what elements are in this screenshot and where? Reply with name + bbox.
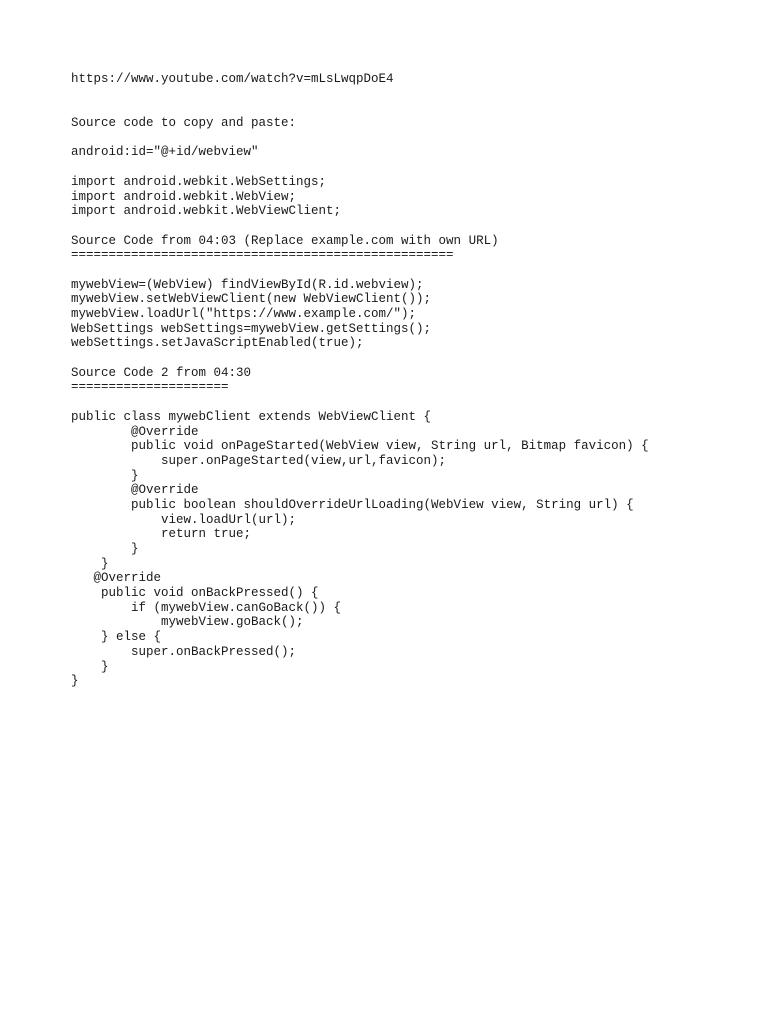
blank-line [71, 160, 751, 175]
code-line: import android.webkit.WebViewClient; [71, 204, 342, 219]
code-line: } [71, 542, 139, 556]
code-line: } [71, 659, 109, 674]
code-line: mywebView.setWebViewClient(new WebViewClient()); [71, 292, 432, 307]
code-line: } [71, 556, 109, 571]
blank-line [71, 87, 751, 102]
code-line: } else { [71, 630, 162, 645]
code-line: } [71, 468, 139, 483]
code-line: public void onPageStarted(WebView view, String url, Bitmap favicon) { [71, 439, 649, 454]
section-heading: Source Code from 04:03 (Replace example.com with own URL) [71, 233, 499, 248]
code-line: mywebView.goBack(); [71, 615, 304, 630]
code-line: if (mywebView.canGoBack()) { [71, 600, 342, 615]
blank-line [71, 101, 751, 116]
section-underline: ===================== [71, 380, 229, 395]
code-line: mywebView.loadUrl("https://www.example.com/"); [71, 307, 417, 321]
code-line: public void onBackPressed() { [71, 586, 319, 601]
code-line: public boolean shouldOverrideUrlLoading(WebView view, String url) { [71, 497, 634, 512]
blank-line [71, 395, 751, 410]
code-line: super.onPageStarted(view,url,favicon); [71, 453, 447, 468]
code-line: import android.webkit.WebView; [71, 189, 297, 204]
intro-heading: Source code to copy and paste: [71, 116, 297, 131]
code-line: return true; [71, 527, 252, 542]
code-line: import android.webkit.WebSettings; [71, 174, 327, 189]
code-line: android:id="@+id/webview" [71, 145, 259, 160]
code-line: super.onBackPressed(); [71, 644, 297, 659]
code-line: @Override [71, 483, 199, 498]
blank-line [71, 351, 751, 366]
code-line: @Override [71, 424, 199, 439]
video-link[interactable]: https://www.youtube.com/watch?v=mLsLwqpDoE4 [71, 72, 394, 86]
code-line: mywebView=(WebView) findViewById(R.id.webview); [71, 277, 424, 292]
code-line: webSettings.setJavaScriptEnabled(true); [71, 336, 364, 351]
blank-line [71, 131, 751, 146]
code-line: view.loadUrl(url); [71, 512, 297, 527]
code-line: } [71, 674, 79, 689]
blank-line [71, 263, 751, 278]
section-heading: Source Code 2 from 04:30 [71, 365, 252, 380]
section-underline: =================================================== [71, 248, 454, 263]
code-line: @Override [71, 571, 162, 586]
code-line: WebSettings webSettings=mywebView.getSettings(); [71, 321, 432, 336]
code-line: public class mywebClient extends WebViewClient { [71, 409, 432, 424]
blank-line [71, 219, 751, 234]
document-page [71, 72, 751, 689]
